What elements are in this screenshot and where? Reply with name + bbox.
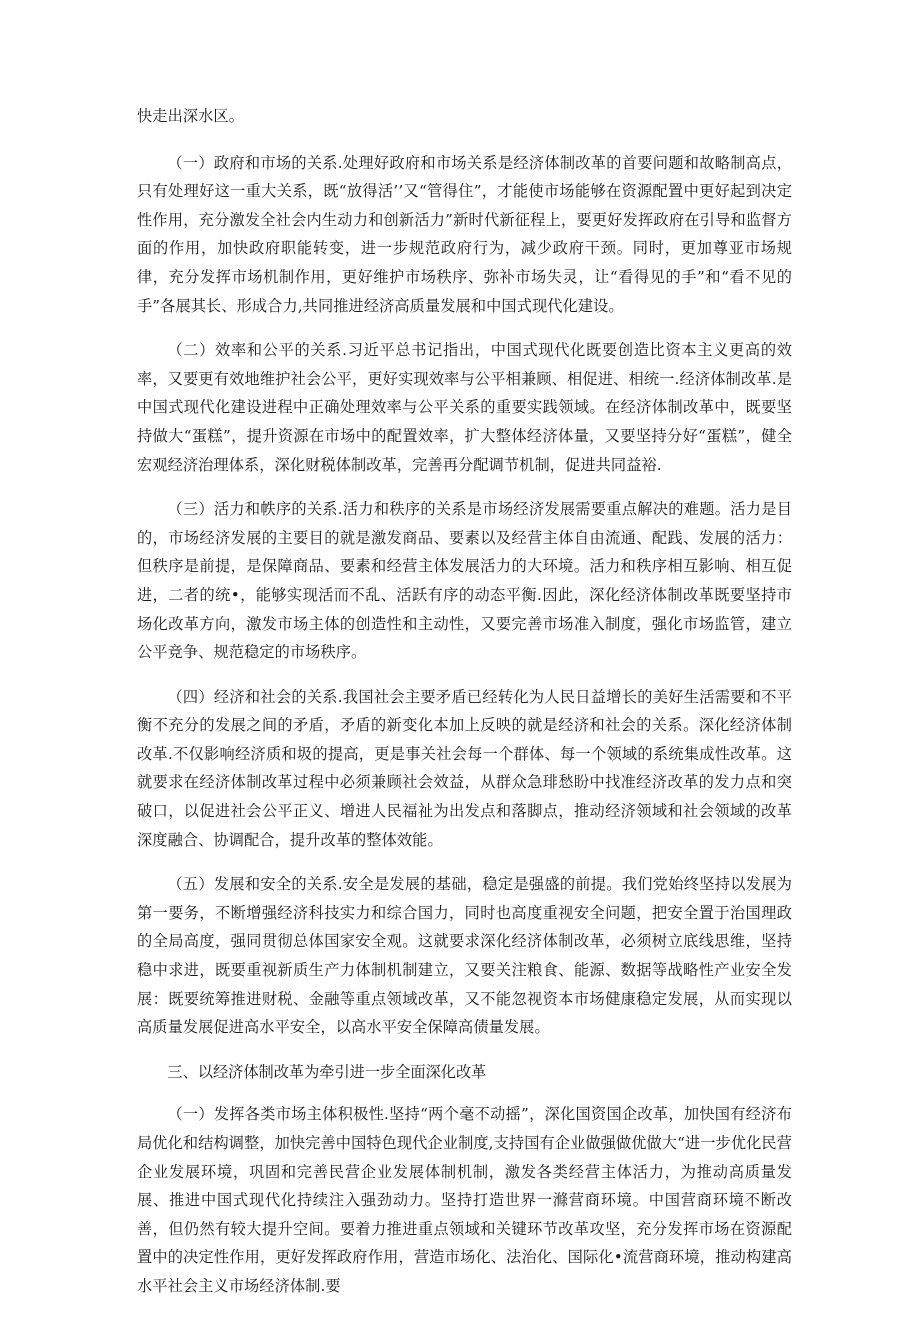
- paragraph-development-security: （五）发展和安全的关系.安全是发展的基础，稳定是强盛的前提。我们党始终坚持以发展为第一要务，不断增强经济科技实力和综合国力，同时也高度重视安全问题，把安全置于治国理政的全局高度，强同贯彻总体国家安全观。这就要求深化经济体制改革，必须树立底线思维，坚持稳中求进，既要重视新质生产力体制机制建立，又要关注粮食、能源、数据等战略性产业安全发展：既要统筹推进财税、金融等重点领域改革，又不能忽视资本市场健康稳定发展，从而实现以高质量发展促进高水平安全，以高水平安全保障高债量发展。: [137, 875, 792, 1037]
- paragraph-government-market: （一）政府和市场的关系.处理好政府和市场关系是经济体制改革的首要问题和故略制高点，只有处理好这一重大关系，既“放得活’’又“管得住”，才能使市场能够在资源配置中更好起到决定性作用，充分激发全社会内生动力和创新活力”新时代新征程上，要更好发挥政府在引导和监督方面的作用，加快政府职能转变，进一步规范政府行为，减少政府干颈。同时，更加尊亚市场规律，充分发挥市场机制作用，更好维护市场秩序、弥补市场失灵，让“看得见的手”和“看不见的手”各展其长、形成合力,共同推进经济高质量发展和中国式现代化建设。: [137, 153, 792, 315]
- paragraph-economy-society: （四）经济和社会的关系.我国社会主要矛盾已经转化为人民日益增长的美好生活需要和不平衡不充分的发展之间的矛盾，矛盾的新变化本加上反映的就是经济和社会的关系。深化经济体制改革.不仅影响经济质和圾的提高，更是事关社会每一个群体、每一个领域的系统集成性改革。这就要求在经济体制改革过程中必须兼顾社会效益，从群众急琲愁盼中找准经济改革的发力点和突破口，以促进社会公平正义、增进人民福祉为出发点和落脚点，推动经济领域和社会领域的改革深度融合、协调配合，提升改革的整体效能。: [137, 687, 792, 849]
- continued-paragraph: 快走出深水区。: [137, 107, 245, 125]
- section-heading: 三、以经济体制改革为牵引进一步全面深化改革: [167, 1062, 487, 1081]
- paragraph-market-entities: （一）发挥各类市场主体积极性.坚持“两个毫不动摇”，深化国资国企改革，加快国有经济布局优化和结构调整，加快完善中国特色现代企业制度,支持国有企业做强做优做大“进一步优化民营企业发展环境，巩固和完善民营企业发展体制机制，激发各类经营主体活力，为推动高质量发展、推进中国式现代化持续注入强劲动力。坚持打造世界一滌营商环境。中国营商环境不断改善，但仍然有较大提升空间。要着力推进重点领域和关键环节改革攻坚，充分发挥市场在资源配置中的决定性作用，更好发挥政府作用，营造市场化、法治化、国际化•流营商环境，推动构建高水平社会主义市场经济体制.要: [137, 1105, 792, 1295]
- paragraph-efficiency-fairness: （二）效率和公平的关系.习近平总书记指出，中国式现代化既要创造比资本主义更高的效率，又要更有效地维护社会公平，更好实现效率与公平相兼顾、相促进、相统一.经济体制改革.是中国式现代化建设进程中正确处理效率与公平关系的重要实践领域。在经济体制改革中，既要坚持做大“蛋糕”，提升资源在市场中的配置效率，扩大整体经济体量，又要坚持分好“蛋糕”，健全宏观经济治理体系，深化财税体制改革，完善再分配调节机制，促进共同益裕.: [137, 341, 792, 474]
- paragraph-vitality-order: （三）活力和帙序的关系.活力和秩序的关系是市场经济发展需要重点解决的难题。活力是目的，市场经济发展的主要目的就是激发商品、要素以及经营主体自由流通、配践、发展的活力：但秩序是前提，是保障商品、要素和经营主体发展活力的大环境。活力和秩序相互影响、相互促进，二者的统•，能够实现活而不乱、活跃有序的动态平衡.因此，深化经济体制改革既要坚持市场化改革方向，激发市场主体的创造性和主动性，又要完善市场准入制度，强化市场监管，建立公平竞争、规范稳定的市场秩序。: [137, 500, 792, 662]
- document-page: [137, 102, 792, 1317]
